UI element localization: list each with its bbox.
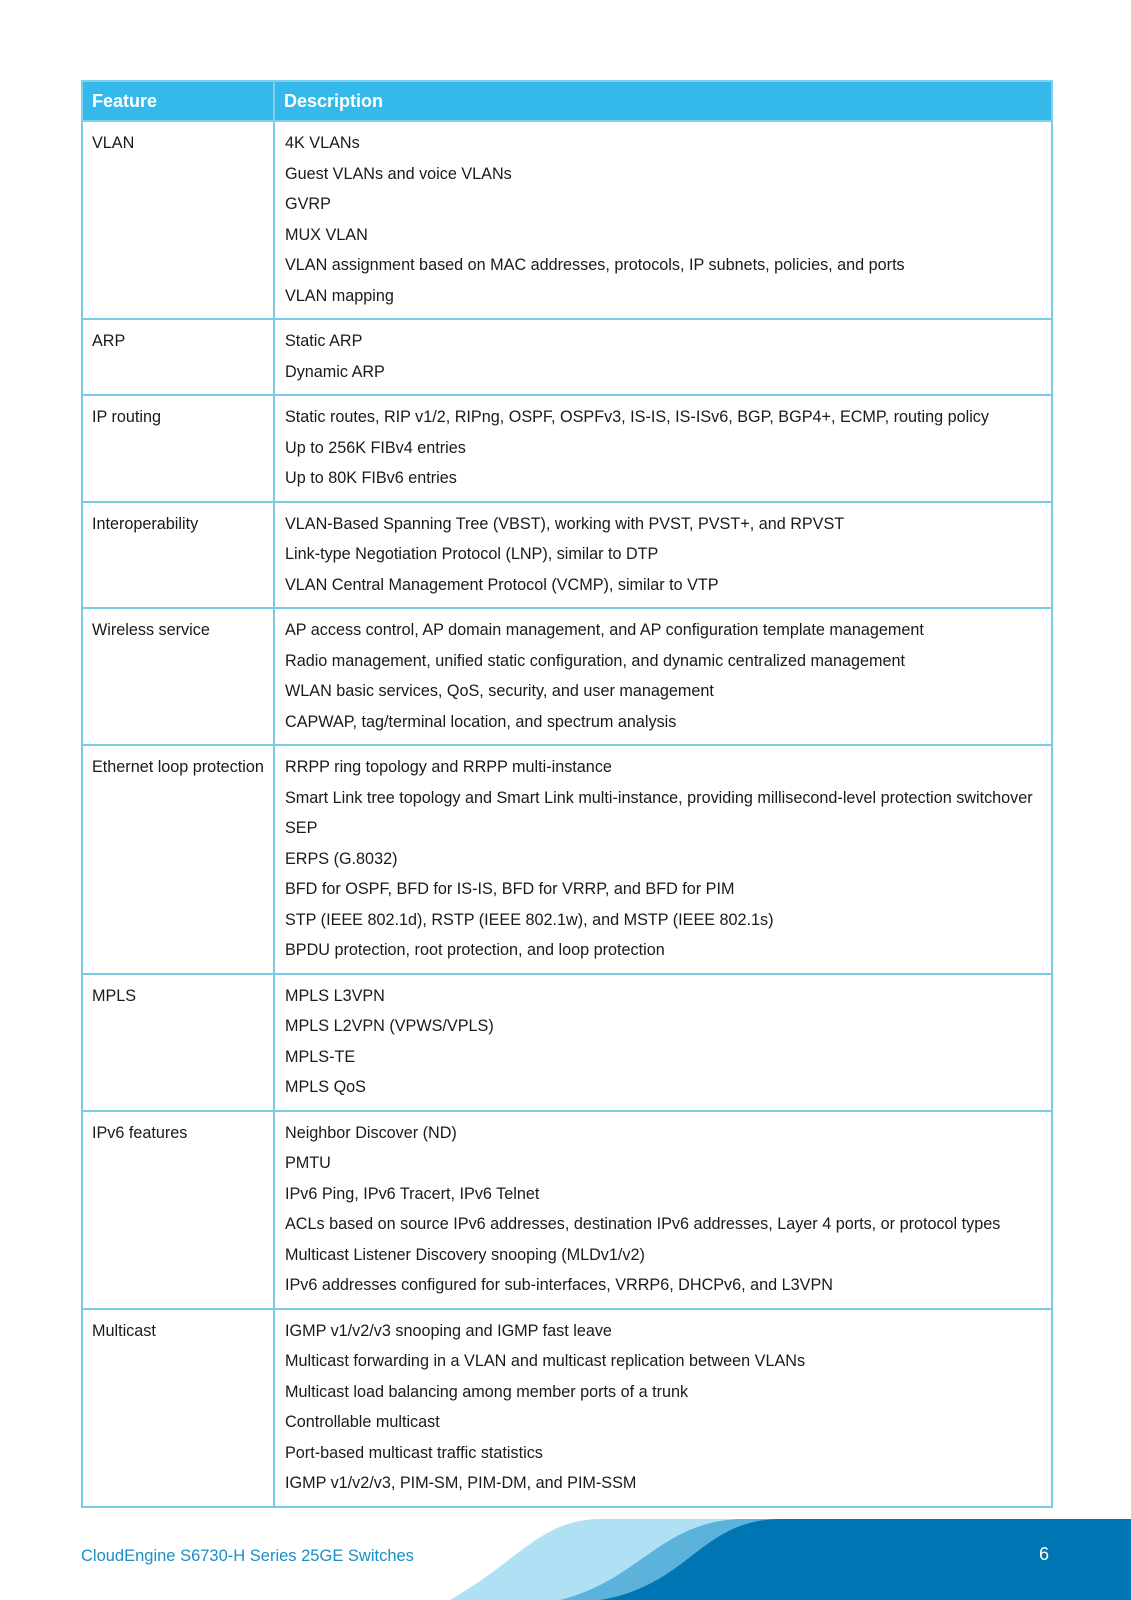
description-item: VLAN mapping: [285, 286, 394, 305]
description-item: BPDU protection, root protection, and loop protection: [285, 941, 665, 959]
description-item: IPv6 addresses configured for sub-interfaces, VRRP6, DHCPv6, and L3VPN: [285, 1276, 833, 1294]
feature-cell: [82, 395, 274, 502]
feature-name: IPv6 features: [92, 1123, 188, 1142]
header-description: Description: [274, 81, 1052, 121]
description-item: Radio management, unified static configuration, and dynamic centralized management: [285, 651, 905, 670]
feature-name: MPLS: [92, 986, 137, 1005]
description-item: Multicast Listener Discovery snooping (MLDv1/v2): [285, 1245, 645, 1264]
feature-cell: [82, 121, 274, 319]
description-item: CAPWAP, tag/terminal location, and spectrum analysis: [285, 712, 677, 731]
description-item: IGMP v1/v2/v3, PIM-SM, PIM-DM, and PIM-SSM: [285, 1474, 637, 1492]
table-body: [82, 121, 1052, 1507]
description-item: 4K VLANs: [285, 134, 360, 152]
table-row: [82, 745, 1052, 974]
feature-table: [81, 80, 1053, 1508]
document-title: CloudEngine S6730-H Series 25GE Switches: [81, 1547, 414, 1565]
description-item: STP (IEEE 802.1d), RSTP (IEEE 802.1w), and MSTP (IEEE 802.1s): [285, 910, 774, 929]
feature-name: Interoperability: [92, 514, 199, 533]
page-number: 6: [1039, 1544, 1050, 1564]
feature-cell: [82, 1309, 274, 1507]
table-row: [82, 1111, 1052, 1309]
feature-name: Multicast: [92, 1321, 156, 1340]
description-item: Controllable multicast: [285, 1413, 440, 1431]
description-cell: [274, 121, 1052, 319]
description-cell: [274, 745, 1052, 974]
feature-cell: [82, 608, 274, 745]
description-cell: [274, 1309, 1052, 1507]
description-item: RRPP ring topology and RRPP multi-instance: [285, 758, 612, 776]
feature-name: Wireless service: [92, 621, 210, 639]
description-item: PMTU: [285, 1154, 331, 1172]
feature-cell: [82, 1111, 274, 1309]
description-item: MPLS QoS: [285, 1078, 366, 1096]
description-item: Link-type Negotiation Protocol (LNP), similar to DTP: [285, 545, 659, 563]
header-feature: Feature: [82, 81, 274, 121]
feature-name: Ethernet loop protection: [92, 758, 264, 776]
table-row: [82, 502, 1052, 609]
feature-cell: [82, 974, 274, 1111]
description-item: Neighbor Discover (ND): [285, 1123, 457, 1142]
description-item: GVRP: [285, 195, 331, 213]
feature-name: IP routing: [92, 408, 161, 426]
table-row: [82, 121, 1052, 319]
description-item: Static ARP: [285, 332, 363, 350]
description-item: VLAN-Based Spanning Tree (VBST), working with PVST, PVST+, and RPVST: [285, 514, 845, 533]
description-item: Multicast load balancing among member ports of a trunk: [285, 1382, 689, 1401]
feature-cell: [82, 745, 274, 974]
table-row: [82, 974, 1052, 1111]
feature-name: VLAN: [92, 134, 135, 152]
table-row: [82, 1309, 1052, 1507]
description-item: Up to 80K FIBv6 entries: [285, 469, 457, 487]
table-header-row: [82, 81, 1052, 121]
description-cell: [274, 502, 1052, 609]
table-row: [82, 608, 1052, 745]
feature-cell: [82, 319, 274, 395]
description-item: MPLS L2VPN (VPWS/VPLS): [285, 1017, 494, 1035]
description-item: VLAN Central Management Protocol (VCMP), similar to VTP: [285, 575, 719, 594]
description-item: Guest VLANs and voice VLANs: [285, 164, 512, 183]
description-item: Multicast forwarding in a VLAN and multicast replication between VLANs: [285, 1352, 806, 1370]
description-cell: [274, 395, 1052, 502]
description-item: Static routes, RIP v1/2, RIPng, OSPF, OSPFv3, IS-IS, IS-ISv6, BGP, BGP4+, ECMP, routing policy: [285, 408, 989, 426]
description-item: IGMP v1/v2/v3 snooping and IGMP fast leave: [285, 1321, 612, 1340]
description-item: WLAN basic services, QoS, security, and user management: [285, 682, 714, 700]
table-row: [82, 319, 1052, 395]
page-footer: [0, 1500, 1131, 1600]
feature-name: ARP: [92, 332, 126, 350]
description-cell: [274, 319, 1052, 395]
description-item: Up to 256K FIBv4 entries: [285, 438, 466, 457]
description-item: Smart Link tree topology and Smart Link multi-instance, providing millisecond-level protection switchover: [285, 788, 1033, 807]
description-item: AP access control, AP domain management, and AP configuration template management: [285, 621, 924, 639]
description-item: SEP: [285, 819, 318, 837]
description-item: Dynamic ARP: [285, 362, 385, 381]
description-item: IPv6 Ping, IPv6 Tracert, IPv6 Telnet: [285, 1184, 540, 1203]
feature-cell: [82, 502, 274, 609]
description-cell: [274, 1111, 1052, 1309]
description-item: ERPS (G.8032): [285, 849, 398, 868]
description-cell: [274, 608, 1052, 745]
description-item: VLAN assignment based on MAC addresses, protocols, IP subnets, policies, and ports: [285, 256, 905, 274]
description-item: Port-based multicast traffic statistics: [285, 1443, 543, 1462]
description-item: MUX VLAN: [285, 225, 368, 244]
description-item: MPLS L3VPN: [285, 986, 385, 1005]
table-row: [82, 395, 1052, 502]
description-item: BFD for OSPF, BFD for IS-IS, BFD for VRRP, and BFD for PIM: [285, 880, 735, 898]
description-item: ACLs based on source IPv6 addresses, destination IPv6 addresses, Layer 4 ports, or protocol types: [285, 1215, 1001, 1233]
description-cell: [274, 974, 1052, 1111]
description-item: MPLS-TE: [285, 1047, 356, 1066]
